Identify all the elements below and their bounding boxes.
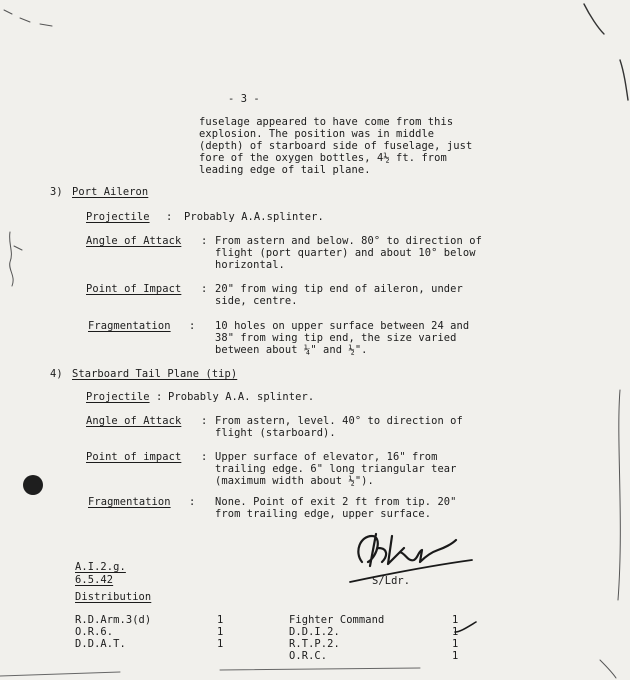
reference-office: A.I.2.g. [75,561,126,573]
section-3-attack-line: flight (port quarter) and about 10° below [215,247,476,259]
punch-hole [18,470,48,500]
distribution-name: Fighter Command [289,614,385,626]
signature-rank: S/Ldr. [372,575,411,587]
scan-artifact-left-mark [0,226,40,306]
section-3-impact-label: Point of Impact [86,283,182,295]
intro-line: explosion. The position was in middle [199,128,435,140]
section-4-fragmentation-separator: : [189,496,196,508]
section-4-impact-line: Upper surface of elevator, 16" from [215,451,438,463]
handwritten-signature [348,522,478,586]
page-number: - 3 - [228,93,260,105]
section-3-attack-line: From astern and below. 80° to direction of [215,235,482,247]
section-4-fragmentation-line: None. Point of exit 2 ft from tip. 20" [215,496,457,508]
distribution-count: 1 [217,614,224,626]
section-4-attack-label: Angle of Attack [86,415,182,427]
distribution-name: D.D.I.2. [289,626,340,638]
scan-artifact-bottom-edge [0,660,630,680]
section-3-fragmentation-line: 10 holes on upper surface between 24 and [215,320,470,332]
section-4-projectile-text: Probably A.A. splinter. [168,391,315,403]
section-4-projectile-separator: : [156,391,163,403]
distribution-count: 1 [217,638,224,650]
distribution-count: 1 [452,650,459,662]
section-4-heading: Starboard Tail Plane (tip) [72,368,238,380]
intro-line: fore of the oxygen bottles, 4½ ft. from [199,152,447,164]
section-3-fragmentation-label: Fragmentation [88,320,171,332]
section-3-fragmentation-line: 38" from wing tip end, the size varied [215,332,457,344]
intro-line: fuselage appeared to have come from this [199,116,454,128]
section-4-impact-label: Point of impact [86,451,182,463]
distribution-count: 1 [452,614,459,626]
distribution-count: 1 [452,638,459,650]
distribution-name: R.T.P.2. [289,638,340,650]
section-3-heading: Port Aileron [72,186,149,198]
section-3-impact-line: 20" from wing tip end of aileron, under [215,283,463,295]
distribution-name: O.R.6. [75,626,114,638]
section-4-impact-line: trailing edge. 6" long triangular tear [215,463,457,475]
section-3-projectile-text: Probably A.A.splinter. [184,211,324,223]
distribution-count: 1 [217,626,224,638]
section-4-number: 4) [50,368,63,380]
scan-artifact-top-right [540,0,630,120]
section-3-impact-separator: : [201,283,208,295]
section-4-attack-line: flight (starboard). [215,427,336,439]
section-3-attack-label: Angle of Attack [86,235,182,247]
tick-mark [452,620,478,636]
distribution-name: O.R.C. [289,650,328,662]
section-3-fragmentation-line: between about ¼" and ½". [215,344,368,356]
section-4-attack-separator: : [201,415,208,427]
section-3-attack-separator: : [201,235,208,247]
scan-artifact-top-left [0,0,120,40]
section-4-projectile-label: Projectile [86,391,150,403]
section-4-impact-separator: : [201,451,208,463]
distribution-heading: Distribution [75,591,152,603]
section-4-impact-line: (maximum width about ½"). [215,475,374,487]
section-3-number: 3) [50,186,63,198]
section-3-projectile-separator: : [166,211,173,223]
scan-artifact-right-edge [560,380,630,680]
section-4-fragmentation-label: Fragmentation [88,496,171,508]
distribution-name: D.D.A.T. [75,638,126,650]
distribution-name: R.D.Arm.3(d) [75,614,152,626]
section-4-attack-line: From astern, level. 40° to direction of [215,415,463,427]
intro-line: leading edge of tail plane. [199,164,371,176]
section-3-attack-line: horizontal. [215,259,285,271]
section-4-fragmentation-line: from trailing edge, upper surface. [215,508,432,520]
section-3-fragmentation-separator: : [189,320,196,332]
distribution-count: 1 [452,626,459,638]
reference-date: 6.5.42 [75,574,114,586]
intro-line: (depth) of starboard side of fuselage, just [199,140,473,152]
section-3-projectile-label: Projectile [86,211,150,223]
section-3-impact-line: side, centre. [215,295,298,307]
